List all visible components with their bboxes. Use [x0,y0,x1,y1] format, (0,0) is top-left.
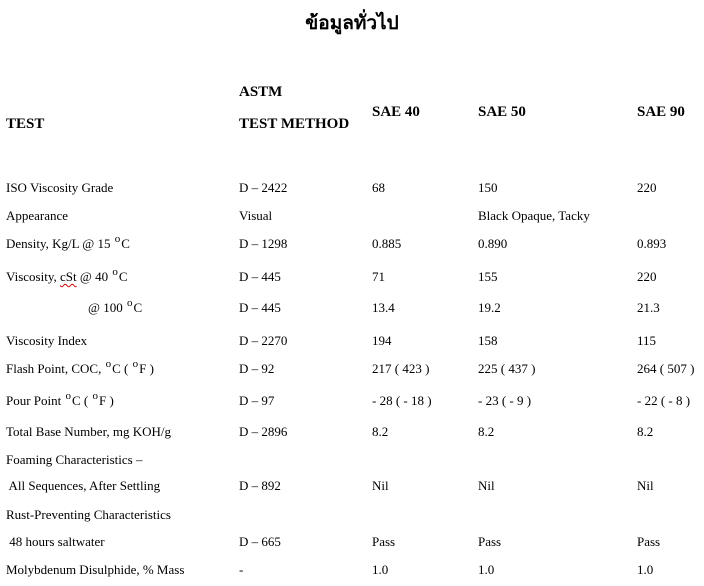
row-sae50: 158 [478,333,498,348]
row-method: D – 892 [239,478,281,493]
header-astm: ASTM [239,84,283,100]
row-sae50: 155 [478,269,498,284]
section-heading [0,507,704,527]
row-label: Appearance [6,208,69,223]
row-sae90: - 22 ( - 8 ) [637,393,691,408]
table-row [0,233,704,256]
header-sae90: SAE 90 [637,104,685,120]
row-sae50: 150 [478,180,498,195]
table-row [0,333,704,353]
row-label: All Sequences, After Settling [6,478,161,493]
row-sae50: 1.0 [478,562,495,577]
row-sae40: Nil [372,478,389,493]
row-sae40: 71 [372,269,385,284]
table-row [0,266,704,289]
row-sae50: 0.890 [478,236,508,251]
row-method: D – 445 [239,300,281,315]
row-label: Pour Point $^o$C ( $^o$F ) [6,390,114,408]
row-sae40: - 28 ( - 18 ) [372,393,432,408]
header-test-method: TEST METHOD [239,116,350,132]
row-sae90: 220 [637,269,657,284]
degree-symbol: o [92,390,99,402]
header-sae40: SAE 40 [372,104,420,120]
row-sae40: 194 [372,333,392,348]
row-method: - [239,562,244,577]
row-label: Molybdenum Disulphide, % Mass [6,562,185,577]
row-sae40: 1.0 [372,562,389,577]
table-row [0,208,704,228]
row-method: D – 1298 [239,236,288,251]
header-test: TEST [6,116,45,132]
row-sae90: 115 [637,333,657,348]
row-method: D – 92 [239,361,275,376]
row-label: Viscosity, cSt @ 40 $^o$C [6,266,128,284]
row-sae50: 225 ( 437 ) [478,361,536,376]
row-label: ISO Viscosity Grade [6,180,114,195]
row-method: Visual [239,208,273,223]
row-sae50: 8.2 [478,424,495,439]
row-sae90: 1.0 [637,562,654,577]
row-label: Rust-Preventing Characteristics [6,507,171,522]
row-label: Total Base Number, mg KOH/g [6,424,172,439]
degree-symbol: o [112,266,118,278]
section-heading [0,452,704,472]
row-method: D – 665 [239,534,281,549]
row-label: Foaming Characteristics – [6,452,143,467]
row-sae50: Pass [478,534,502,549]
row-method: D – 2270 [239,333,288,348]
degree-symbol: o [126,297,133,309]
header-sae50: SAE 50 [478,104,526,120]
row-label: Flash Point, COC, $^o$C ( $^o$F ) [6,358,154,376]
row-method: D – 445 [239,269,281,284]
degree-symbol: o [132,358,139,370]
row-sae90: 0.893 [637,236,667,251]
row-label: 48 hours saltwater [6,534,105,549]
degree-symbol: o [114,233,121,245]
table-row [0,562,704,582]
row-label: @ 100 $^o$C [88,297,143,315]
row-sae50: Nil [478,478,495,493]
row-sae40: Pass [372,534,396,549]
row-sae90: Nil [637,478,654,493]
row-sae40: 0.885 [372,236,402,251]
row-sae40: 8.2 [372,424,389,439]
row-sae40: 68 [372,180,385,195]
row-label: Viscosity Index [6,333,88,348]
table-row [0,180,704,200]
degree-symbol: o [65,390,72,402]
row-sae90: 220 [637,180,657,195]
degree-symbol: o [105,358,112,370]
table-row [0,358,704,381]
row-sae40: 217 ( 423 ) [372,361,430,376]
row-method: D – 2422 [239,180,288,195]
row-sae90: 8.2 [637,424,654,439]
table-row [0,534,704,554]
row-sae50: Black Opaque, Tacky [478,208,590,223]
row-method: D – 97 [239,393,275,408]
row-sae90: Pass [637,534,661,549]
row-sae50: - 23 ( - 9 ) [478,393,532,408]
table-row [0,478,704,498]
table-row [0,424,704,444]
row-sae40: 13.4 [372,300,395,315]
page-title: ข้อมูลทั่วไป [305,13,399,34]
spellcheck-underline: cSt [60,269,77,284]
row-method: D – 2896 [239,424,288,439]
table-row [0,297,704,320]
row-sae90: 264 ( 507 ) [637,361,695,376]
row-sae90: 21.3 [637,300,660,315]
table-row [0,390,704,413]
row-label: Density, Kg/L @ 15 $^o$C [6,233,130,251]
row-sae50: 19.2 [478,300,501,315]
